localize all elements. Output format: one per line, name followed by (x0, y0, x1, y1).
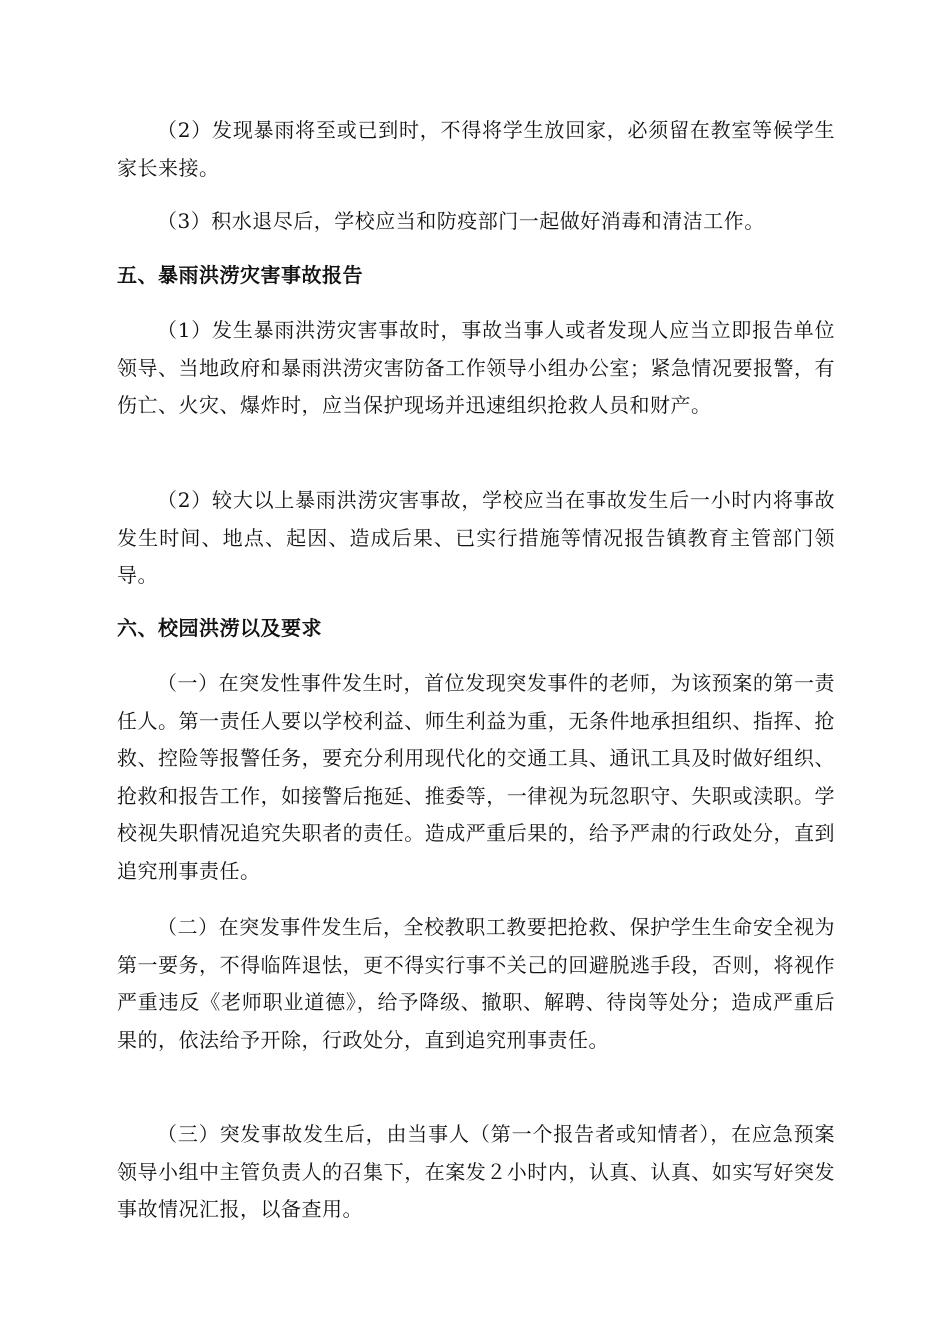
paragraph-6-2-duty: （二）在突发事件发生后，全校教职工教要把抢救、保护学生生命安全视为第一要务，不得临阵退怯，更不得实行事不关己的回避脱逃手段，否则，将视作严重违反《老师职业道德》，给予降级、撤职、解聘、待岗等处分；造成严重后果的，依法给予开除，行政处分，直到追究刑事责任。 (117, 915, 835, 1052)
section-heading-5: 五、暴雨洪涝灾害事故报告 (117, 263, 363, 287)
section-heading-6: 六、校园洪涝以及要求 (117, 616, 322, 640)
paragraph-6-3-incident-report: （三）突发事故发生后，由当事人（第一个报告者或知情者），在应急预案领导小组中主管负责人的召集下，在案发２小时内，认真、认真、如实写好突发事故情况汇报，以备查用。 (117, 1122, 835, 1221)
paragraph-5-2-report: （2）较大以上暴雨洪涝灾害事故，学校应当在事故发生后一小时内将事故发生时间、地点、起因、造成后果、已实行措施等情况报告镇教育主管部门领导。 (117, 488, 835, 587)
paragraph-2-dismissal: （2）发现暴雨将至或已到时，不得将学生放回家，必须留在教室等候学生家长来接。 (117, 118, 835, 180)
paragraph-3-disinfection: （3）积水退尽后，学校应当和防疫部门一起做好消毒和清洁工作。 (157, 209, 765, 233)
paragraph-5-1-report: （1）发生暴雨洪涝灾害事故时，事故当事人或者发现人应当立即报告单位领导、当地政府和暴雨洪涝灾害防备工作领导小组办公室；紧急情况要报警，有伤亡、火灾、爆炸时，应当保护现场并迅速组织抢救人员和财产。 (117, 318, 835, 417)
paragraph-6-1-responsibility: （一）在突发性事件发生时，首位发现突发事件的老师，为该预案的第一责任人。第一责任人要以学校利益、师生利益为重，无条件地承担组织、指挥、抢救、控险等报警任务，要充分利用现代化的交通工具、通讯工具及时做好组织、抢救和报告工作，如接警后拖延、推委等，一律视为玩忽职守、失职或渎职。学校视失职情况追究失职者的责任。造成严重后果的，给予严肃的行政处分，直到追究刑事责任。 (117, 671, 835, 883)
